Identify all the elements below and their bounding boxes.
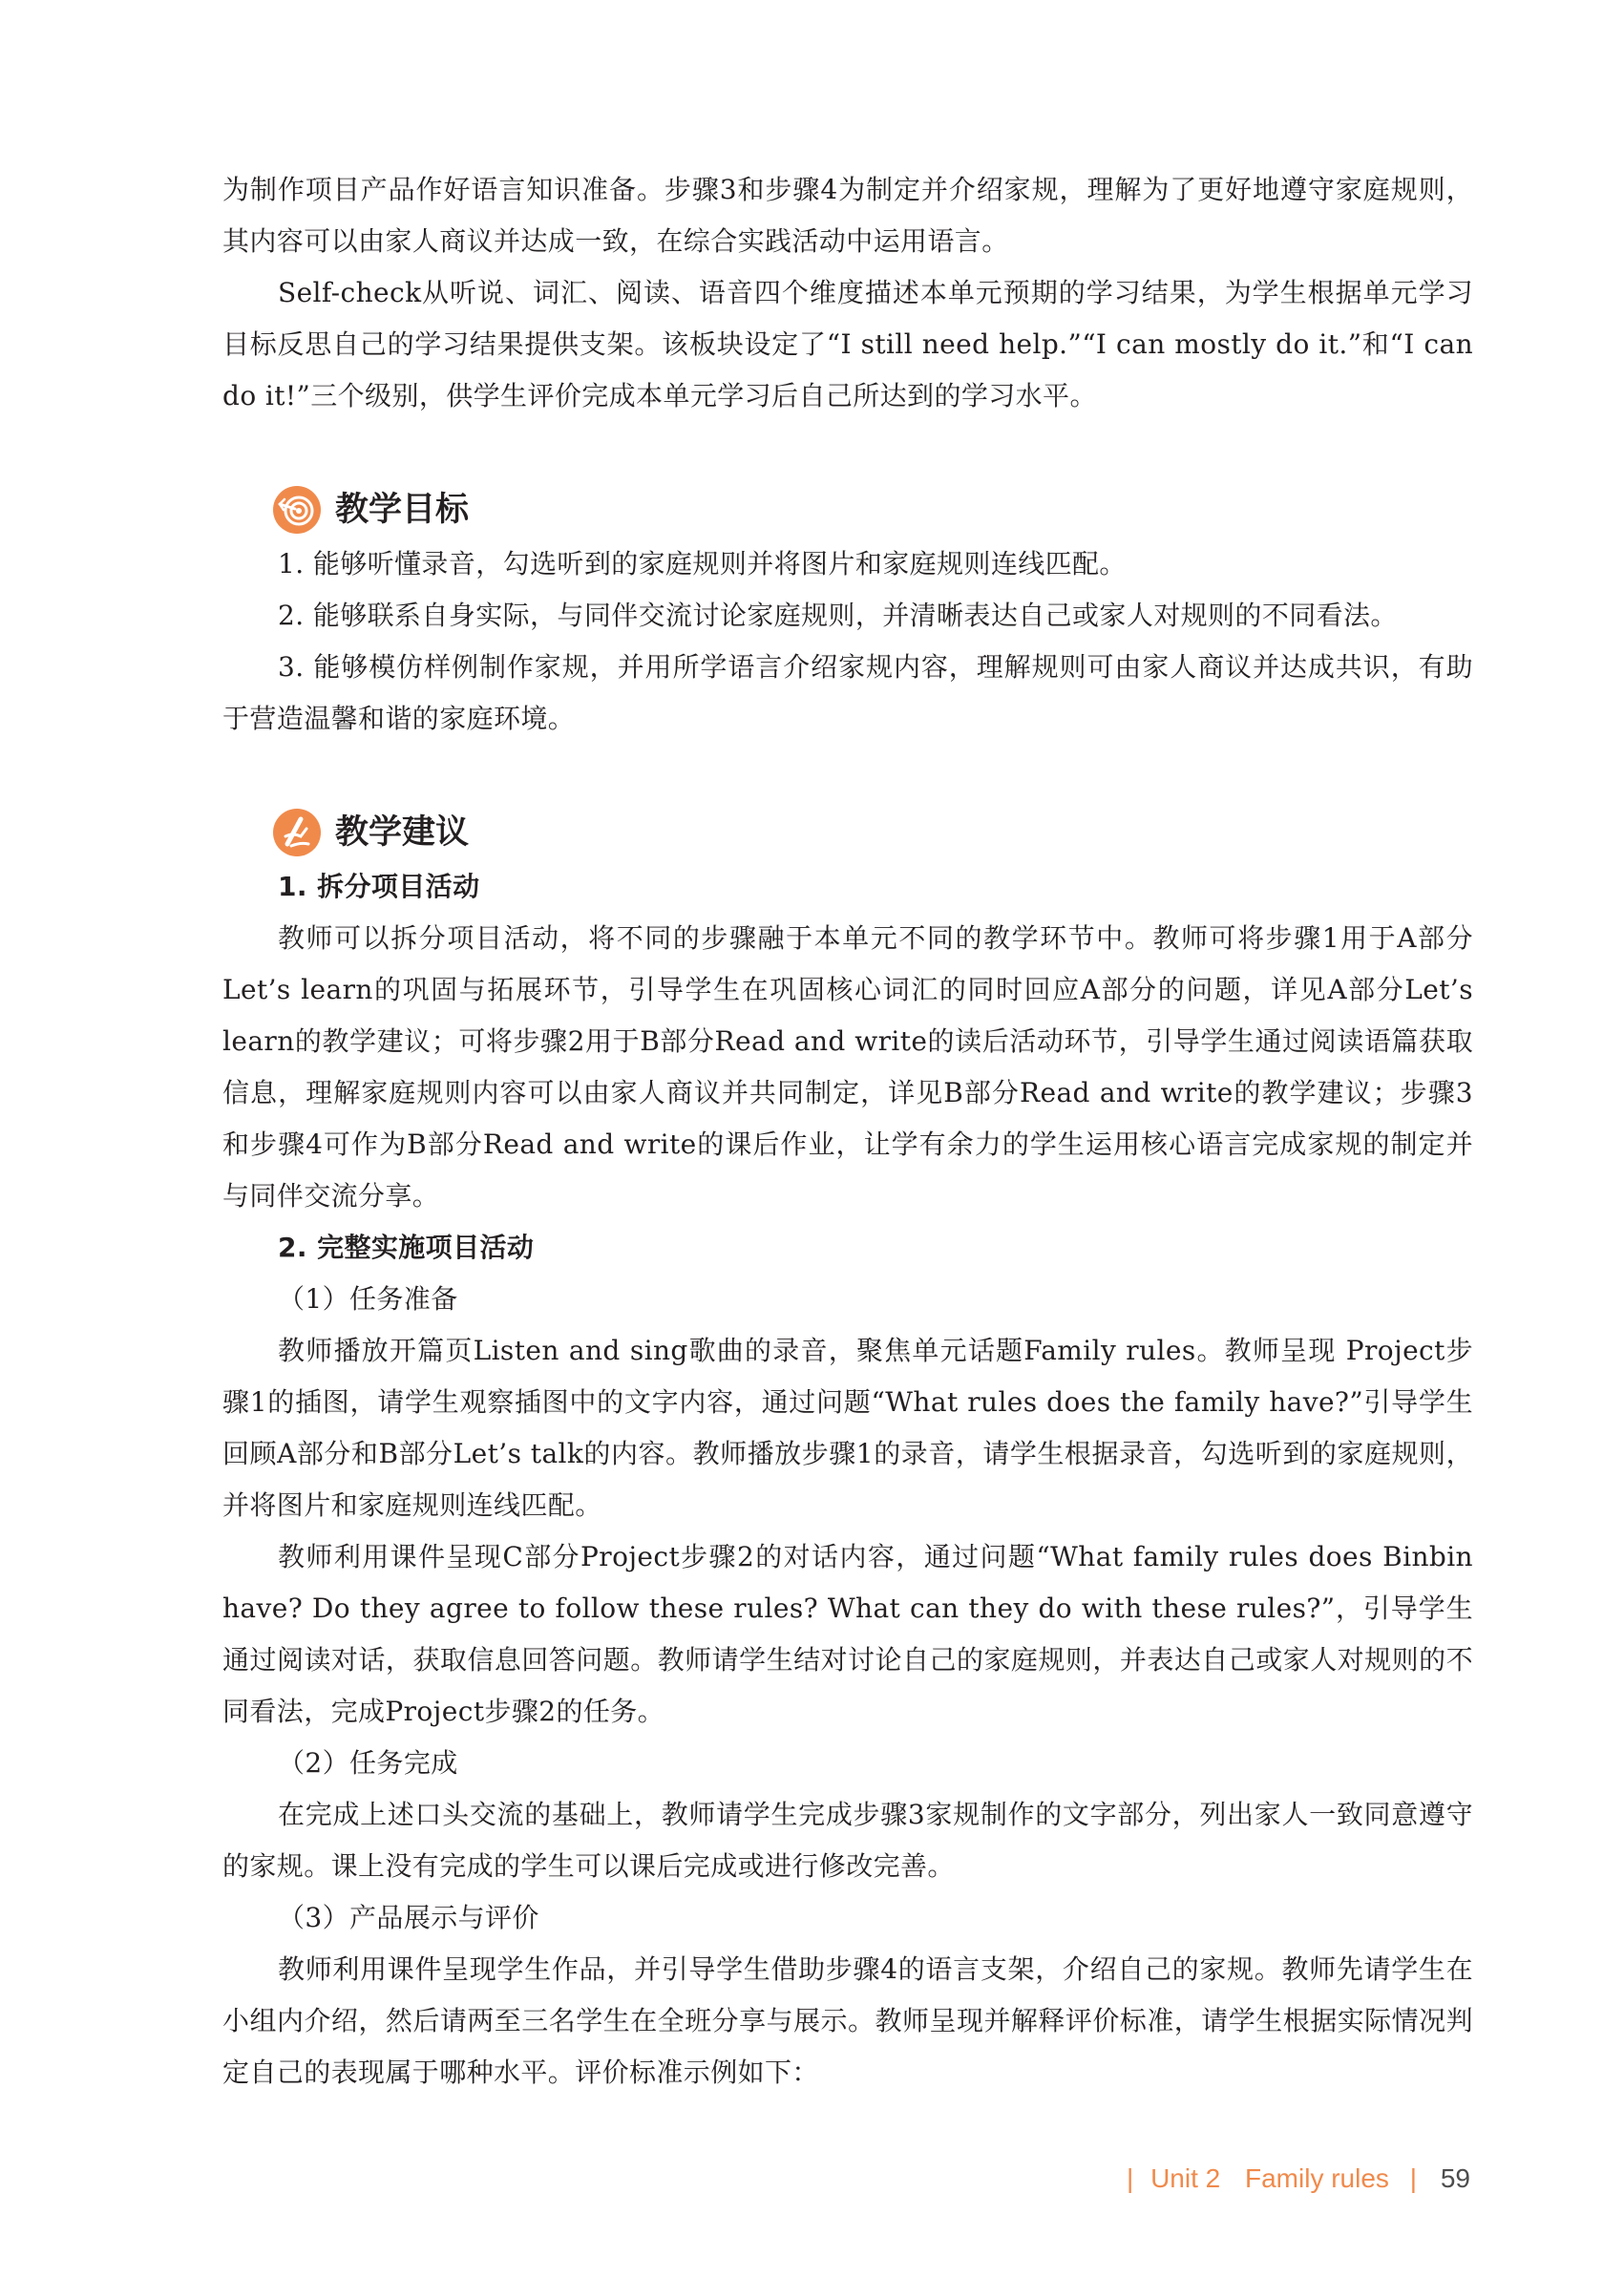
objective-item-1: 1. 能够听懂录音，勾选听到的家庭规则并将图片和家庭规则连线匹配。 [278, 548, 1127, 580]
task-heading-2: （2）任务完成 [278, 1747, 458, 1779]
objective-item-3: 3. 能够模仿样例制作家规，并用所学语言介绍家规内容，理解规则可由家人商议并达成共识，有助于营造温馨和谐的家庭环境。 [222, 651, 1473, 734]
suggestion-heading-2: 2. 完整实施项目活动 [278, 1232, 535, 1263]
page-number: 59 [1440, 2163, 1470, 2193]
task-2-paragraph: 在完成上述口头交流的基础上，教师请学生完成步骤3家规制作的文字部分，列出家人一致同意遵守的家规。课上没有完成的学生可以课后完成或进行修改完善。 [222, 1799, 1473, 1882]
task-heading-3: （3）产品展示与评价 [278, 1902, 539, 1933]
suggestions-title: 教学建议 [335, 813, 470, 852]
page-content [222, 164, 1473, 2099]
target-icon [272, 485, 322, 535]
suggestion-heading-1: 1. 拆分项目活动 [278, 871, 480, 902]
page-footer [1127, 2160, 1470, 2198]
intro-paragraph-2: Self-check从听说、词汇、阅读、语音四个维度描述本单元预期的学习结果，为学生根据单元学习目标反思自己的学习结果提供支架。该板块设定了“I still need help.”“I can mostly do it.”和“I can do it!”三个级别，供学生评价完成本单元学习后自己所达到的学习水平。 [222, 277, 1473, 411]
intro-paragraph-1: 为制作项目产品作好语言知识准备。步骤3和步骤4为制定并介绍家规，理解为了更好地遵守家庭规则，其内容可以由家人商议并达成一致，在综合实践活动中运用语言。 [222, 174, 1473, 257]
footer-unit: Unit 2 [1150, 2163, 1221, 2193]
objectives-title: 教学目标 [335, 491, 470, 529]
objectives-section-header [222, 481, 1473, 538]
task-heading-1: （1）任务准备 [278, 1283, 458, 1315]
footer-divider-left: | [1127, 2163, 1134, 2193]
suggestion-paragraph-1: 教师可以拆分项目活动，将不同的步骤融于本单元不同的教学环节中。教师可将步骤1用于A部分Let’s learn的巩固与拓展环节，引导学生在巩固核心词汇的同时回应A部分的问题，详见A部分Let’s learn的教学建议；可将步骤2用于B部分Read and write的读后活动环节，引导学生通过阅读语篇获取信息，理解家庭规则内容可以由家人商议并共同制定，详见B部分Read and write的教学建议；步骤3和步骤4可作为B部分Read and write的课后作业，让学有余力的学生运用核心语言完成家规的制定并与同伴交流分享。 [222, 922, 1473, 1212]
pencil-hand-icon [272, 808, 322, 857]
footer-divider-right: | [1409, 2163, 1417, 2193]
suggestions-section-header [222, 804, 1473, 861]
task-3-paragraph: 教师利用课件呈现学生作品，并引导学生借助步骤4的语言支架，介绍自己的家规。教师先请学生在小组内介绍，然后请两至三名学生在全班分享与展示。教师呈现并解释评价标准，请学生根据实际情况判定自己的表现属于哪种水平。评价标准示例如下： [222, 1953, 1473, 2088]
footer-topic: Family rules [1245, 2163, 1389, 2193]
objective-item-2: 2. 能够联系自身实际，与同伴交流讨论家庭规则，并清晰表达自己或家人对规则的不同看法。 [278, 600, 1398, 631]
task-1-paragraph-1: 教师播放开篇页Listen and sing歌曲的录音，聚焦单元话题Family rules。教师呈现 Project步骤1的插图，请学生观察插图中的文字内容，通过问题“What rules does the family have?”引导学生回顾A部分和B部分Let’s talk的内容。教师播放步骤1的录音，请学生根据录音，勾选听到的家庭规则，并将图片和家庭规则连线匹配。 [222, 1335, 1473, 1521]
task-1-paragraph-2: 教师利用课件呈现C部分Project步骤2的对话内容，通过问题“What family rules does Binbin have? Do they agree to follow these rules? What can they do with these rules?”，引导学生通过阅读对话，获取信息回答问题。教师请学生结对讨论自己的家庭规则，并表达自己或家人对规则的不同看法，完成Project步骤2的任务。 [222, 1541, 1473, 1727]
